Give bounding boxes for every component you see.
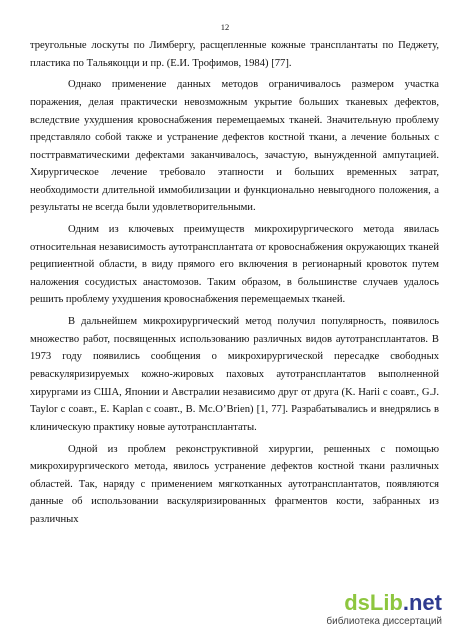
logo-part-2: .net: [402, 590, 442, 615]
page-number: 12: [220, 22, 230, 32]
paragraph-2: Однако применение данных методов ограничивалось размером участка поражения, делая практически невозможным укрытие больших тканевых дефектов, вследствие ухудшения кровоснабжения перемещаемых тканей. Значительную проблему представляло собой также и устранение дефектов костной ткани, а лечение больных с посттравматическими дефектами заканчивалось, зачастую, вынужденной ампутацией. Хирургическое лечение требовало этапности и больших временных затрат, необходимости длительной иммобилизации и функционально невыгодного положения, а результаты не всегда были удовлетворительными.: [30, 79, 439, 214]
watermark-logo: [322, 591, 442, 615]
body-text: [30, 37, 439, 533]
paragraph-4: В дальнейшем микрохирургический метод получил популярность, появилось множество работ, посвященных использованию различных видов аутотрансплантатов. В 1973 году появились сообщения о микрохирургической пересадке свободных реваскуляризируемых кожно-жировых паховых аутотрансплантатов выполненной хирургами из США, Японии и Австралии независимо друг от друга (K. Harii с соавт., G.J. Taylor с соавт., E. Kaplan с соавт., B. Mc.O’Brien) [1, 77]. Разрабатывались и внедрялись в клиническую практику новые аутотрансплантаты.: [30, 316, 439, 433]
watermark-fade: [250, 601, 320, 617]
paragraph-3: Одним из ключевых преимуществ микрохирургического метода явилась относительная независимость аутотрансплантата от кровоснабжения окружающих тканей реципиентной области, в виду прямого его включения в регионарный кровоток путем наложения сосудистых анастомозов. Таким образом, в большинстве случаев удалось решить проблему ухудшения кровоснабжения перемещаемых тканей.: [30, 224, 439, 306]
paragraph-5: Одной из проблем реконструктивной хирургии, решенных с помощью микрохирургического метода, явилось устранение дефектов костной ткани различных областей. Так, наряду с применением мягкотканных аутотрансплантатов, появляются данные об использовании васкуляризированных фрагментов кости, забранных из различных: [30, 443, 439, 525]
watermark[interactable]: [322, 591, 442, 631]
logo-part-1: dsLib: [344, 590, 403, 615]
watermark-caption: библиотека диссертаций: [326, 616, 442, 627]
paragraph-1: треугольные лоскуты по Лимбергу, расщепленные кожные трансплантаты по Педжету, пластика по Тальякоцци и пр. (Е.И. Трофимов, 1984) [77].: [30, 40, 439, 69]
